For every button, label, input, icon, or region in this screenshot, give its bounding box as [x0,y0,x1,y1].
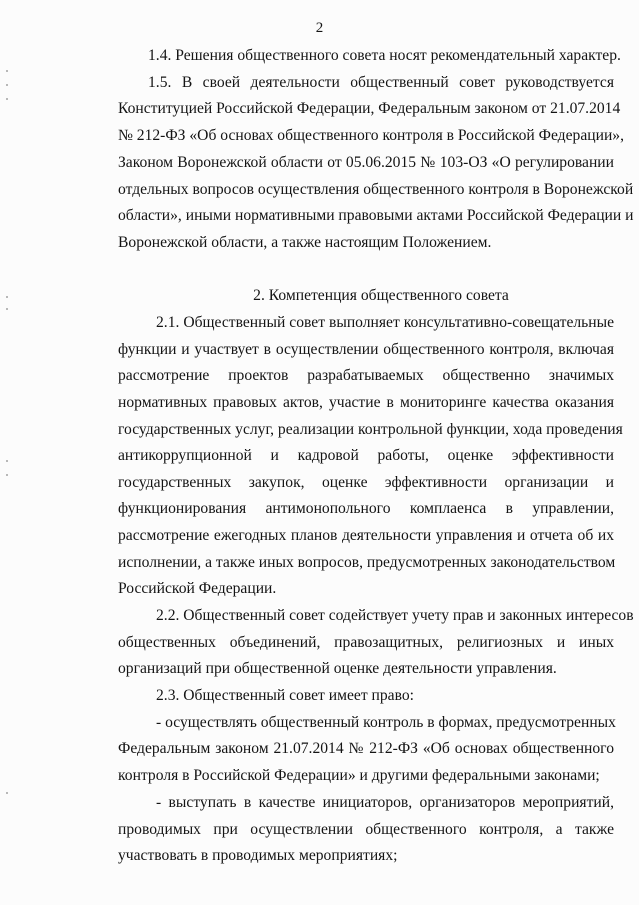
paragraph-2-1-line-8: функционирования антимонопольного комплаенса в управлении, [118,500,614,517]
list-item-1-line-3: контроля в Российской Федерации» и другими федеральными законами; [118,767,600,784]
paragraph-2-2-line-3: организаций при общественной оценке деятельности управления. [118,660,557,677]
section-2-heading: 2. Компетенция общественного совета [253,287,509,304]
scan-speck [6,84,8,86]
scan-speck [6,70,8,72]
paragraph-2-1-line-3: рассмотрение проектов разрабатываемых общественно значимых [118,367,614,384]
scan-speck [6,460,8,462]
scan-speck [6,792,8,794]
list-item-2-line-3: участвовать в проводимых мероприятиях; [118,847,398,864]
paragraph-1-5-line-6: области», иными нормативными правовыми актами Российской Федерации и [118,207,634,224]
paragraph-2-1-line-2: функции и участвует в осуществлении общественного контроля, включая [118,341,614,358]
paragraph-2-1-line-1: 2.1. Общественный совет выполняет консультативно-совещательные [156,314,614,331]
scan-speck [6,308,8,310]
paragraph-2-1-line-7: государственных закупок, оценке эффективности организации и [118,474,614,491]
paragraph-2-1-line-4: нормативных правовых актов, участие в мониторинге качества оказания [118,394,614,411]
paragraph-1-5-line-7: Воронежской области, а также настоящим Положением. [118,234,492,251]
list-item-1-line-1: - осуществлять общественный контроль в формах, предусмотренных [156,714,616,731]
scan-speck [6,98,8,100]
paragraph-2-2-line-2: общественных объединений, правозащитных, религиозных и иных [118,634,614,651]
paragraph-1-5-line-2: Конституцией Российской Федерации, Федеральным законом от 21.07.2014 [118,100,621,117]
scan-speck [6,474,8,476]
paragraph-1-5-line-5: отдельных вопросов осуществления общественного контроля в Воронежской [118,181,634,198]
paragraph-2-2-line-1: 2.2. Общественный совет содействует учету прав и законных интересов [156,607,634,624]
paragraph-1-4: 1.4. Решения общественного совета носят рекомендательный характер. [148,47,621,64]
paragraph-2-1-line-10: исполнении, а также иных вопросов, предусмотренных законодательством [118,554,616,571]
list-item-2-line-1: - выступать в качестве инициаторов, организаторов мероприятий, [156,794,614,811]
paragraph-2-1-line-9: рассмотрение ежегодных планов деятельности управления и отчета об их [118,527,614,544]
paragraph-1-5-line-3: № 212-ФЗ «Об основах общественного контроля в Российской Федерации», [118,127,624,144]
page-number: 2 [315,20,324,36]
paragraph-2-3: 2.3. Общественный совет имеет право: [156,687,414,704]
scan-speck [6,296,8,298]
paragraph-2-1-line-11: Российской Федерации. [118,580,277,597]
list-item-1-line-2: Федеральным законом 21.07.2014 № 212-ФЗ «Об основах общественного [118,740,614,757]
paragraph-2-1-line-5: государственных услуг, реализации контрольной функции, хода проведения [118,421,623,438]
paragraph-1-5-line-1: 1.5. В своей деятельности общественный совет руководствуется [148,74,614,91]
paragraph-1-5-line-4: Законом Воронежской области от 05.06.2015 № 103-ОЗ «О регулировании [118,154,614,171]
paragraph-2-1-line-6: антикоррупционной и кадровой работы, оценке эффективности [118,447,614,464]
list-item-2-line-2: проводимых при осуществлении общественного контроля, а также [118,821,614,838]
